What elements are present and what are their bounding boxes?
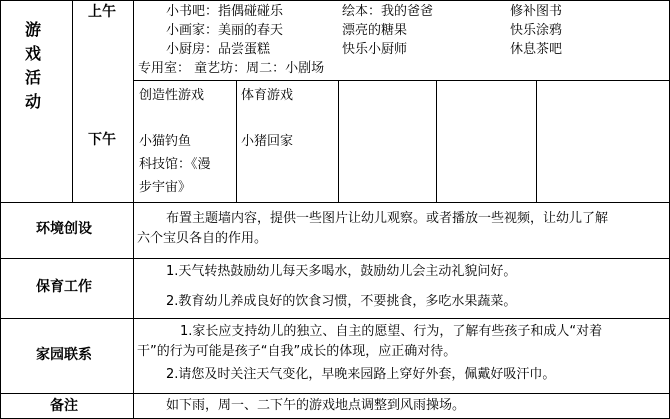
morning-item: 小书吧：指偶碰碰乐 — [166, 4, 284, 19]
afternoon-col1-item: 小猫钓鱼 — [139, 134, 192, 149]
family-text: 2.请您及时关注天气变化，早晚来园路上穿好外套，佩戴好吸汗巾。 — [166, 367, 556, 382]
care-item: 2.教育幼儿养成良好的饮食习惯，不要挑食，多吃水果蔬菜。 — [166, 294, 517, 309]
morning-item: 小厨房：品尝蛋糕 — [166, 42, 271, 57]
col-divider — [236, 80, 237, 202]
notes-label: 备注 — [50, 398, 78, 414]
afternoon-col2-item: 小猪回家 — [241, 134, 294, 149]
special-room-text: 专用室： 童艺坊：周二：小剧场 — [138, 61, 325, 76]
care-item: 1.天气转热鼓励幼儿每天多喝水，鼓励幼儿会主动礼貌问好。 — [166, 264, 517, 279]
row-divider — [0, 318, 670, 319]
row-divider — [0, 258, 670, 259]
col-divider — [72, 0, 73, 202]
morning-item: 修补图书 — [510, 4, 563, 19]
care-label: 保育工作 — [36, 279, 92, 295]
morning-item: 漂亮的糖果 — [342, 23, 408, 38]
environment-text: 六个宝贝各自的作用。 — [137, 231, 268, 246]
row-divider — [133, 80, 670, 81]
family-label: 家园联系 — [36, 347, 92, 363]
row-divider — [0, 202, 670, 203]
morning-item: 快乐小厨师 — [342, 42, 408, 57]
morning-item: 绘本：我的爸爸 — [342, 4, 434, 19]
row-divider — [0, 0, 670, 1]
morning-item: 休息茶吧 — [510, 42, 563, 57]
family-text: 干”的行为可能是孩子“自我”成长的体现，应正确对待。 — [137, 344, 457, 359]
afternoon-col1-header: 创造性游戏 — [139, 88, 205, 103]
environment-text: 布置主题墙内容，提供一些图片让幼儿观察。或者播放一些视频，让幼儿了解 — [166, 211, 609, 226]
col-divider — [133, 0, 134, 419]
afternoon-col1-item: 步宇宙》 — [139, 180, 192, 195]
morning-item: 快乐涂鸦 — [510, 23, 563, 38]
col-divider — [436, 80, 437, 202]
afternoon-col1-item: 科技馆：《漫 — [139, 157, 211, 172]
afternoon-label: 下午 — [88, 132, 116, 148]
col-divider — [338, 80, 339, 202]
label-char: 动 — [24, 92, 41, 111]
afternoon-col2-header: 体育游戏 — [241, 88, 294, 103]
col-divider — [536, 80, 537, 202]
label-char: 戏 — [24, 44, 41, 63]
morning-item: 小画家：美丽的春天 — [166, 23, 284, 38]
label-char: 活 — [24, 68, 41, 87]
family-text: 1.家长应支持幼儿的独立、自主的愿望、行为，了解有些孩子和成人“对着 — [180, 324, 603, 339]
row-divider — [0, 393, 670, 394]
morning-label: 上午 — [88, 4, 116, 20]
notes-text: 如下雨，周一、二下午的游戏地点调整到风雨操场。 — [166, 398, 466, 413]
activity-section-label — [22, 18, 44, 114]
label-char: 游 — [24, 20, 41, 39]
col-divider — [0, 0, 1, 419]
environment-label: 环境创设 — [36, 221, 92, 237]
